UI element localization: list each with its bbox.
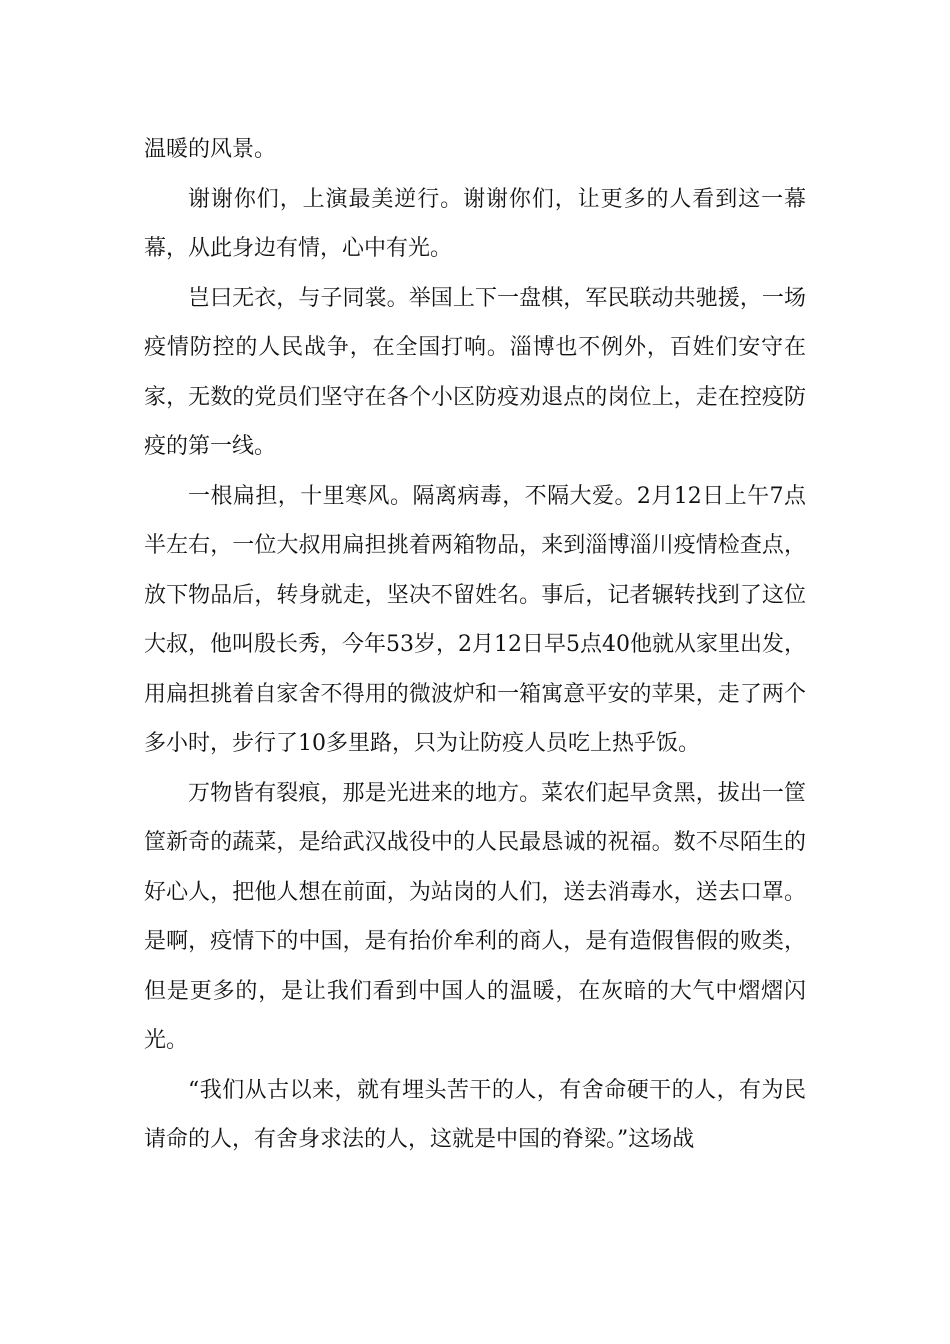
paragraph-4: 一根扁担，十里寒风。隔离病毒，不隔大爱。2月12日上午7点半左右，一位大叔用扁担挑着两箱物品，来到淄博淄川疫情检查点，放下物品后，转身就走，坚决不留姓名。事后，记者辗转找到了这位大叔，他叫殷长秀，今年53岁，2月12日早5点40他就从家里出发，用扁担挑着自家舍不得用的微波炉和一箱寓意平安的苹果，走了两个多小时，步行了10多里路，只为让防疫人员吃上热乎饭。 [144,483,806,756]
document-body [144,125,806,1165]
paragraph-6: “我们从古以来，就有埋头苦干的人，有舍命硬干的人，有为民请命的人，有舍身求法的人，这就是中国的脊梁。”这场战 [144,1077,806,1152]
paragraph-1: 温暖的风景。 [144,137,277,162]
paragraph-5: 万物皆有裂痕，那是光进来的地方。菜农们起早贪黑，拔出一筐筐新奇的蔬菜，是给武汉战役中的人民最恳诚的祝福。数不尽陌生的好心人，把他人想在前面，为站岗的人们，送去消毒水，送去口罩。是啊，疫情下的中国，是有抬价牟利的商人，是有造假售假的败类，但是更多的，是让我们看到中国人的温暖，在灰暗的大气中熠熠闪光。 [144,780,806,1053]
paragraph-2: 谢谢你们，上演最美逆行。谢谢你们，让更多的人看到这一幕幕，从此身边有情，心中有光。 [144,186,806,261]
paragraph-3: 岂曰无衣，与子同裳。举国上下一盘棋，军民联动共驰援，一场疫情防控的人民战争，在全国打响。淄博也不例外，百姓们安守在家，无数的党员们坚守在各个小区防疫劝退点的岗位上，走在控疫防疫的第一线。 [144,285,806,459]
